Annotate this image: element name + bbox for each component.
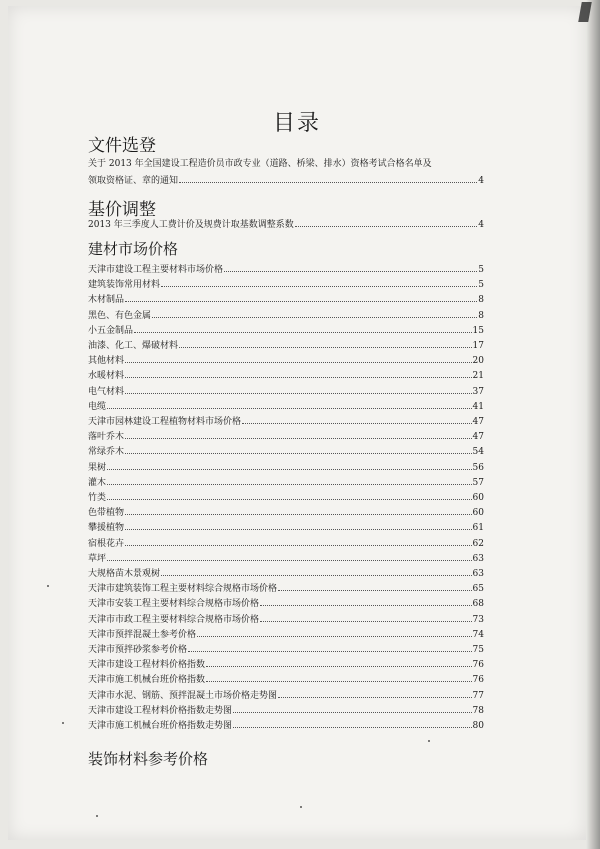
toc-entry-page: 78: [472, 705, 484, 716]
toc-leader-dots: [107, 408, 472, 409]
toc-entry-label: 电气材料: [88, 386, 125, 397]
toc-entry-page: 61: [472, 523, 484, 534]
toc-entry-label: 天津市施工机械台班价格指数: [88, 675, 206, 686]
section-heading: 基价调整: [88, 200, 156, 220]
toc-entry[interactable]: [88, 311, 484, 322]
toc-entry-label: 2013 年三季度人工费计价及规费计取基数调整系数: [88, 220, 294, 230]
toc-entry-label: 木材制品: [88, 295, 125, 306]
toc-entry-label: 天津市市政工程主要材料综合规格市场价格: [88, 614, 260, 625]
toc-entry-page: 47: [472, 417, 484, 427]
toc-entry-label: 天津市建设工程材料价格指数: [88, 660, 206, 671]
toc-entry-intro: 关于 2013 年全国建设工程造价员市政专业（道路、桥梁、排水）资格考试合格名单及: [88, 159, 432, 169]
toc-entry-page: 63: [472, 553, 484, 564]
toc-entry[interactable]: [88, 371, 484, 382]
toc-entry-page: 80: [472, 721, 484, 731]
toc-entry[interactable]: [88, 615, 484, 626]
toc-entry-page: 41: [472, 401, 484, 412]
toc-entry[interactable]: [88, 508, 484, 519]
toc-entry[interactable]: [88, 554, 484, 565]
toc-leader-dots: [161, 286, 477, 287]
toc-entry[interactable]: [88, 599, 484, 610]
toc-entry[interactable]: [88, 341, 484, 352]
toc-entry[interactable]: [88, 660, 484, 671]
toc-leader-dots: [125, 438, 472, 439]
toc-entry-page: 8: [478, 310, 484, 321]
toc-leader-dots: [224, 271, 477, 272]
toc-leader-dots: [107, 484, 472, 485]
toc-leader-dots: [107, 469, 472, 470]
toc-leader-dots: [295, 226, 477, 227]
toc-entry-page: 75: [472, 645, 484, 655]
toc-entry-page: 65: [472, 584, 484, 595]
toc-entry[interactable]: [88, 326, 484, 337]
toc-entry-page: 8: [478, 295, 484, 306]
toc-leader-dots: [197, 636, 472, 637]
toc-entry-label: 天津市安装工程主要材料综合规格市场价格: [88, 599, 260, 610]
toc-entry-label: 宿根花卉: [88, 538, 125, 549]
toc-leader-dots: [125, 393, 472, 394]
toc-entry-label: 大规格苗木景观树: [88, 569, 161, 579]
toc-entry-page: 60: [472, 493, 484, 503]
toc-entry-label: 电缆: [88, 401, 107, 412]
toc-entry-page: 15: [472, 325, 484, 336]
toc-entry-page: 63: [472, 569, 484, 579]
toc-entry-label: 天津市建筑装饰工程主要材料综合规格市场价格: [88, 584, 278, 595]
toc-entry[interactable]: [88, 387, 484, 398]
toc-entry-page: 77: [472, 690, 484, 701]
toc-entry-label: 领取资格证、章的通知: [88, 176, 179, 186]
toc-entry[interactable]: [88, 645, 484, 656]
toc-leader-dots: [125, 453, 472, 454]
toc-entry-label: 天津市施工机械台班价格指数走势图: [88, 721, 233, 731]
toc-leader-dots: [134, 332, 472, 333]
toc-entry-page: 5: [478, 280, 484, 291]
toc-entry-label: 灌木: [88, 477, 107, 488]
toc-entry-label: 竹类: [88, 493, 107, 503]
toc-leader-dots: [161, 575, 472, 576]
toc-entry[interactable]: [88, 295, 484, 306]
toc-entry-label: 建筑装饰常用材料: [88, 280, 161, 291]
toc-entry-label: 黑色、有色金属: [88, 310, 152, 321]
toc-entry-label: 其他材料: [88, 356, 125, 367]
toc-entry-label: 常绿乔木: [88, 447, 125, 458]
toc-leader-dots: [179, 347, 472, 348]
section-heading: 装饰材料参考价格: [88, 750, 209, 768]
scan-speck: [300, 806, 302, 808]
toc-leader-dots: [260, 605, 472, 606]
toc-leader-dots: [125, 377, 472, 378]
toc-leader-dots: [107, 560, 472, 561]
toc-entry-page: 76: [472, 660, 484, 671]
toc-entry[interactable]: [88, 493, 484, 504]
toc-leader-dots: [260, 621, 472, 622]
toc-leader-dots: [206, 681, 472, 682]
toc-leader-dots: [278, 590, 472, 591]
toc-entry[interactable]: [88, 220, 484, 231]
toc-entry-label: 落叶乔木: [88, 432, 125, 443]
toc-entry-label: 天津市预拌混凝土参考价格: [88, 629, 197, 640]
toc-leader-dots: [125, 545, 472, 546]
toc-entry[interactable]: [88, 280, 484, 291]
toc-leader-dots: [125, 529, 472, 530]
toc-entry-label: 小五金制品: [88, 325, 134, 336]
toc-entry[interactable]: [88, 721, 484, 732]
toc-entry-page: 47: [472, 432, 484, 443]
toc-entry-page: 56: [472, 462, 484, 473]
toc-leader-dots: [107, 499, 472, 500]
toc-entry[interactable]: [88, 463, 484, 474]
toc-leader-dots: [152, 317, 477, 318]
toc-entry-page: 21: [472, 371, 484, 382]
toc-entry[interactable]: [88, 539, 484, 550]
toc-leader-dots: [125, 301, 477, 302]
toc-entry[interactable]: [88, 523, 484, 534]
toc-entry-page: 62: [472, 538, 484, 549]
toc-leader-dots: [206, 666, 472, 667]
toc-entry-page: 5: [478, 265, 484, 275]
toc-entry-page: 74: [472, 629, 484, 640]
toc-entry-label: 天津市园林建设工程植物材料市场价格: [88, 417, 242, 427]
section-heading: 建材市场价格: [88, 240, 179, 258]
toc-entry-label: 天津市建设工程材料价格指数走势图: [88, 705, 233, 716]
toc-entry-label: 水暖材料: [88, 371, 125, 382]
toc-entry[interactable]: [88, 432, 484, 443]
toc-leader-dots: [188, 651, 472, 652]
toc-entry[interactable]: [88, 402, 484, 413]
toc-leader-dots: [242, 423, 472, 424]
scan-speck: [62, 722, 64, 724]
toc-entry[interactable]: [88, 675, 484, 686]
toc-entry-page: 37: [472, 386, 484, 397]
toc-entry-label: 天津市预拌砂浆参考价格: [88, 645, 188, 655]
toc-leader-dots: [125, 362, 472, 363]
toc-entry-page: 20: [472, 356, 484, 367]
toc-leader-dots: [233, 712, 472, 713]
toc-leader-dots: [125, 514, 472, 515]
toc-entry-label: 油漆、化工、爆破材料: [88, 341, 179, 351]
scan-speck: [47, 585, 49, 587]
toc-entry-page: 4: [478, 220, 484, 230]
toc-entry[interactable]: [88, 447, 484, 458]
toc-entry[interactable]: [88, 356, 484, 367]
toc-leader-dots: [179, 182, 477, 183]
toc-entry[interactable]: [88, 630, 484, 641]
toc-entry-label: 天津市建设工程主要材料市场价格: [88, 265, 224, 275]
page-edge-shadow: [586, 0, 600, 849]
scan-speck: [96, 815, 98, 817]
toc-entry-page: 54: [472, 447, 484, 458]
toc-entry-label: 草坪: [88, 553, 107, 564]
section-heading: 文件选登: [88, 136, 156, 156]
toc-entry[interactable]: [88, 706, 484, 717]
toc-entry-label: 攀援植物: [88, 523, 125, 534]
toc-leader-dots: [278, 697, 472, 698]
toc-entry-page: 17: [472, 341, 484, 351]
toc-entry[interactable]: [88, 417, 484, 428]
toc-entry[interactable]: [88, 691, 484, 702]
toc-entry-page: 57: [472, 477, 484, 488]
toc-entry[interactable]: [88, 584, 484, 595]
toc-entry[interactable]: [88, 478, 484, 489]
toc-entry[interactable]: [88, 569, 484, 580]
toc-entry-page: 76: [472, 675, 484, 686]
page-title: 目录: [272, 111, 321, 136]
toc-entry-page: 68: [472, 599, 484, 610]
toc-entry-page: 60: [472, 508, 484, 519]
scan-speck: [428, 740, 430, 742]
toc-entry-page: 73: [472, 614, 484, 625]
toc-entry-label: 果树: [88, 462, 107, 473]
toc-entry[interactable]: [88, 176, 484, 187]
toc-entry-page: 4: [478, 176, 484, 186]
toc-entry-label: 色带植物: [88, 508, 125, 519]
toc-entry-label: 天津市水泥、钢筋、预拌混凝土市场价格走势图: [88, 690, 278, 701]
toc-entry[interactable]: [88, 265, 484, 276]
toc-leader-dots: [233, 727, 472, 728]
